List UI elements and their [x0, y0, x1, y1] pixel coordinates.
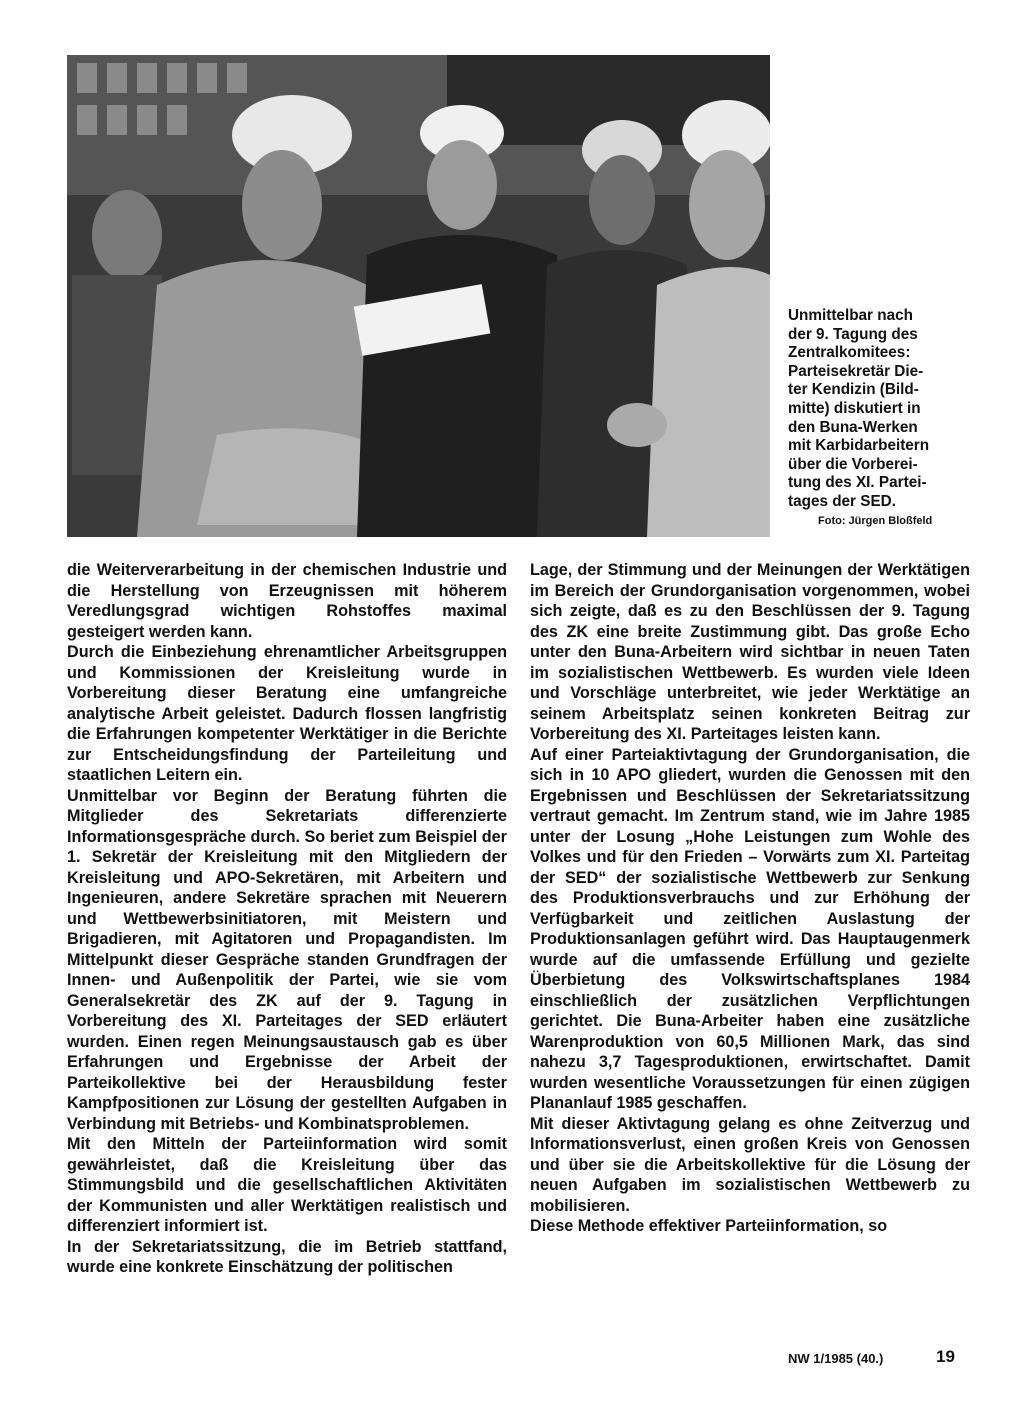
caption-line: mitte) diskutiert in — [788, 399, 921, 417]
issue-reference: NW 1/1985 (40.) — [788, 1351, 884, 1366]
caption-line: tung des XI. Partei- — [788, 474, 927, 492]
article-photo — [67, 55, 770, 537]
caption-line: Zentralkomitees: — [788, 344, 911, 362]
page-number: 19 — [936, 1347, 955, 1366]
paragraph: die Weiterverarbeitung in der chemischen Industrie und die Herstellung von Erzeugnissen mit höherem Veredlungsgrad wichtigen Rohstoffes maximal gesteigert werden kann. — [67, 561, 507, 641]
photo-caption — [788, 307, 958, 512]
workers-photo-illustration — [67, 55, 770, 537]
paragraph: Lage, der Stimmung und der Meinungen der Werktätigen im Bereich der Grundorganisation vorgenommen, wobei sich zeigte, daß es zu den Beschlüssen der 9. Tagung des ZK eine breite Zustimmung gibt. Das große Echo unter den Buna-Arbeitern wird sichtbar in neuen Taten im sozialistischen Wettbewerb. Es wurden viele Ideen und Vorschläge unterbreitet, wie jeder Werktätige an seinem Arbeitsplatz seinen konkreten Beitrag zur Vorbereitung des XI. Parteitages leisten kann. — [530, 561, 970, 743]
article-column-left — [67, 560, 507, 1278]
paragraph: In der Sekretariatssitzung, die im Betrieb stattfand, wurde eine konkrete Einschätzung der politischen — [67, 1237, 507, 1276]
caption-line: mit Karbidarbeitern — [788, 437, 930, 455]
paragraph: Unmittelbar vor Beginn der Beratung führten die Mitglieder des Sekretariats differenzierte Informationsgespräche durch. So beriet zum Beispiel der 1. Sekretär der Kreisleitung mit den Mitgliedern der Kreisleitung und APO-Sekretären, mit Arbeitern und Ingenieuren, andere Sekretäre sprachen mit Neuerern und Wettbewerbsinitiatoren, mit Meistern und Brigadieren, mit Agitatoren und Propagandisten. Im Mittelpunkt dieser Gespräche standen Grundfragen der Innen- und Außenpolitik der Partei, wie sie vom Generalsekretär des ZK auf der 9. Tagung in Vorbereitung des XI. Parteitages der SED erläutert wurden. Einen regen Meinungsaustausch gab es über Erfahrungen und Ergebnisse der Arbeit der Parteikollektive bei der Herausbildung fester Kampfpositionen zur Lösung der gestellten Aufgaben in Verbindung mit Betriebs- und Kombinatsproblemen. — [67, 786, 507, 1133]
article-column-right — [530, 560, 970, 1237]
paragraph: Diese Methode effektiver Parteiinformation, so — [530, 1217, 888, 1235]
paragraph: Mit den Mitteln der Parteiinformation wird somit gewährleistet, daß die Kreisleitung über das Stimmungsbild und die gesellschaftlichen Aktivitäten der Kommunisten und aller Werktätigen realistisch und differenziert informiert ist. — [67, 1135, 507, 1235]
caption-line: der 9. Tagung des — [788, 325, 918, 343]
paragraph: Mit dieser Aktivtagung gelang es ohne Zeitverzug und Informationsverlust, einen großen Kreis von Genossen und über sie die Arbeitskollektive für die Lösung der neuen Aufgaben im sozialistischen Wettbewerb zu mobilisieren. — [530, 1114, 970, 1215]
paragraph: Auf einer Parteiaktivtagung der Grundorganisation, die sich in 10 APO gliedert, wurden die Genossen mit den Ergebnissen und Beschlüssen der Sekretariatssitzung vertraut gemacht. Im Zentrum stand, wie im Jahre 1985 unter der Losung „Hohe Leistungen zum Wohle des Volkes und für den Frieden – Vorwärts zum XI. Parteitag der SED“ der sozialistische Wettbewerb zur Senkung des Produktionsverbrauchs und zur Erhöhung der Verfügbarkeit und zeitlichen Auslastung der Produktionsanlagen geführt wird. Das Hauptaugenmerk wurde auf die umfassende Erfüllung und gezielte Überbietung des Volkswirtschaftsplanes 1984 einschließlich der zusätzlichen Verpflichtungen gerichtet. Die Buna-Arbeiter haben eine zusätzliche Warenproduktion von 60,5 Millionen Mark, das sind nahezu 3,7 Tagesproduktionen, erwirtschaftet. Damit wurden wesentliche Voraussetzungen für einen zügigen Plananlauf 1985 geschaffen. — [530, 745, 970, 1112]
caption-line: Parteisekretär Die- — [788, 362, 924, 380]
caption-line: ter Kendizin (Bild- — [788, 381, 919, 399]
caption-line: den Buna-Werken — [788, 418, 918, 436]
paragraph: Durch die Einbeziehung ehrenamtlicher Arbeitsgruppen und Kommissionen der Kreisleitung wurde in Vorbereitung dieser Beratung eine umfangreiche analytische Arbeit geleistet. Dadurch flossen langfristig die Erfahrungen kompetenter Werktätiger in die Berichte zur Entscheidungsfindung der Parteileitung und staatlichen Leitern ein. — [67, 643, 507, 784]
photo-credit: Foto: Jürgen Bloßfeld — [818, 515, 933, 527]
caption-line: tages der SED. — [788, 492, 896, 510]
caption-line: über die Vorberei- — [788, 455, 918, 473]
caption-line: Unmittelbar nach — [788, 307, 913, 324]
